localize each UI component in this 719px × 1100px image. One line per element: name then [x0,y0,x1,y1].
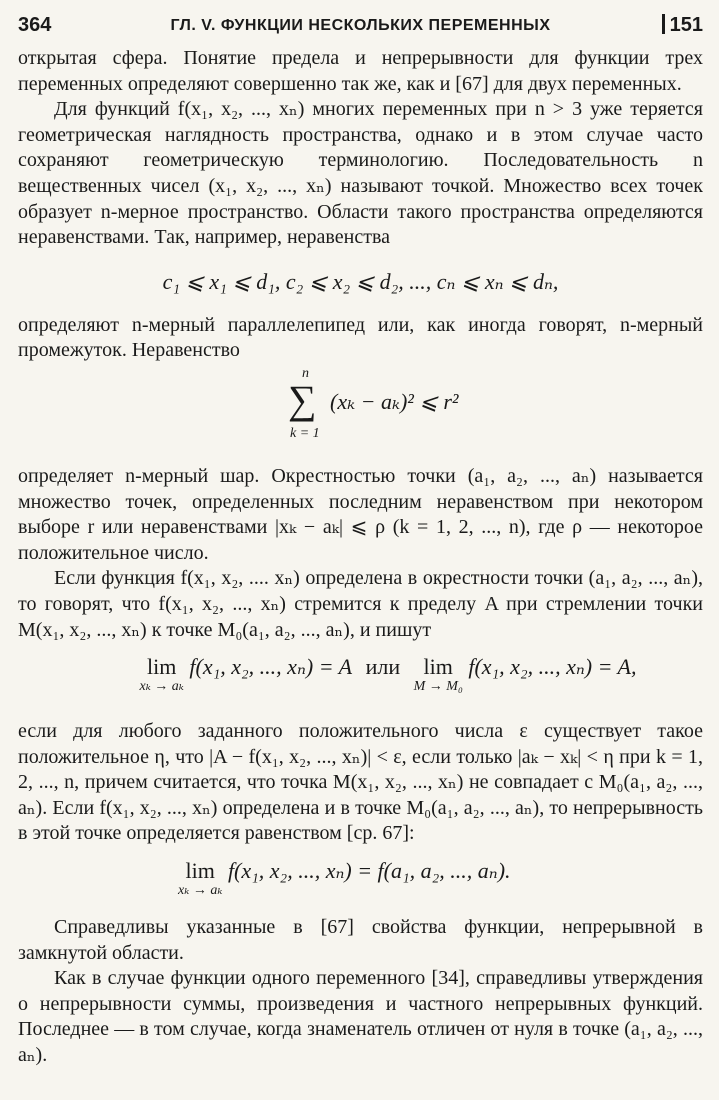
limit-connector: или [365,654,401,680]
running-header [18,12,703,46]
section-number [662,14,703,37]
page-number: 364 [18,14,52,36]
paragraph-6: если для любого заданного положительного числа ε существует такое положительное η, что |A − f(x₁, x₂, ..., xₙ)| < ε, если только |aₖ − xₖ| < η при k = 1, 2, ..., n, причем считается, что точка M(x₁, x₂, ..., xₙ) не совпадает с M₀(a₁, a₂, ..., aₙ). Если f(x₁, x₂, ..., xₙ) определена и в точке M₀(a₁, a₂, ..., aₙ), то непрерывность в этой точке определяется равенством [ср. 67]: [18,720,703,845]
sum-expression: (xₖ − aₖ)² ⩽ r² [330,388,459,414]
limit-expression-1: f(x₁, x₂, ..., xₙ) = A [189,654,353,680]
lim-subscript-2: M → M₀ [413,679,463,695]
paragraph-5: Если функция f(x₁, x₂, .... xₙ) определена в окрестности точки (a₁, a₂, ..., aₙ), то говорят, что f(x₁, x₂, ..., xₙ) стремится к пределу A при стремлении точки M(x₁, x₂, ..., xₙ) к точке M₀(a₁, a₂, ..., aₙ), и пишут [18,567,703,641]
paragraph-2: Для функций f(x₁, x₂, ..., xₙ) многих переменных при n > 3 уже теряется геометрическая наглядность пространства, однако и в этом случае часто сохраняют геометрическую терминологию. Последовательность n вещественных чисел (x₁, x₂, ..., xₙ) называют точкой. Множество всех точек образует n-мерное пространство. Области такого пространства определяются неравенствами. Так, например, неравенства [18,98,703,249]
lim-word-1: lim [147,654,177,680]
sum-upper-limit: n [302,365,309,381]
formula-limit [18,643,703,719]
lim-word-2: lim [423,654,453,680]
limit-operator-1 [139,655,183,695]
chapter-title: ГЛ. V. ФУНКЦИИ НЕСКОЛЬКИХ ПЕРЕМЕННЫХ [170,17,551,34]
sum-block [288,366,478,462]
continuity-lim-subscript: xₖ → aₖ [178,883,223,899]
continuity-row [178,859,511,899]
formula-inequalities: c₁ ⩽ x₁ ⩽ d₁, c₂ ⩽ x₂ ⩽ d₂, ..., cₙ ⩽ xₙ ⩽ dₙ, [162,268,559,294]
sigma-symbol: ∑ [288,376,317,422]
section-label: 151 [669,14,703,36]
paragraph-4: определяет n-мерный шар. Окрестностью точки (a₁, a₂, ..., aₙ) называется множество точек, определенных последним неравенством при некотором выборе r или неравенствами |xₖ − aₖ| ⩽ ρ (k = 1, 2, ..., n), где ρ — некоторое положительное число. [18,464,703,564]
paragraph-7: Справедливы указанные в [67] свойства функции, непрерывной в замкнутой области. [18,916,703,964]
paragraph-8: Как в случае функции одного переменного [34], справедливы утверждения о непрерывности суммы, произведения и частного непрерывных функций. Последнее — в том случае, когда знаменатель отличен от нуля в точке (a₁, a₂, ..., aₙ). [18,967,703,1067]
continuity-expression: f(x₁, x₂, ..., xₙ) = f(a₁, a₂, ..., aₙ). [227,858,511,884]
paragraph-3: определяют n-мерный параллелепипед или, как иногда говорят, n-мерный промежуток. Неравенство [18,313,703,362]
limit-row [78,655,698,695]
continuity-lim-word: lim [185,858,215,884]
formula-sum [18,364,703,464]
section-bar [662,14,665,34]
paragraph-1: открытая сфера. Понятие предела и непрерывности для функции трех переменных определяют совершенно так же, как и [67] для двух переменных. [18,47,703,95]
continuity-limit-operator [178,859,222,899]
limit-operator-2 [414,655,463,695]
lim-subscript-1: xₖ → aₖ [139,679,184,695]
formula-continuity [18,847,703,915]
sum-lower-limit: k = 1 [290,425,320,441]
limit-expression-2: f(x₁, x₂, ..., xₙ) = A, [468,654,637,680]
